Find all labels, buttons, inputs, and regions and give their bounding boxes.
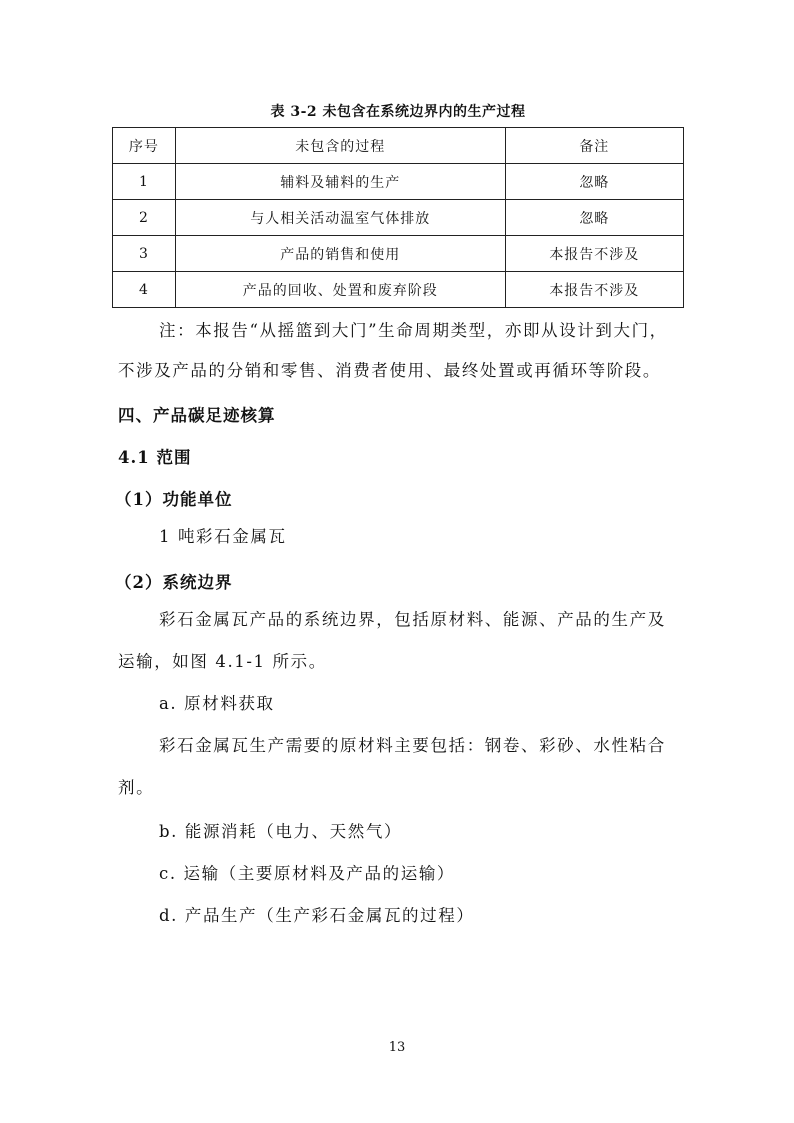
cell-process: 辅料及辅料的生产 [175, 164, 505, 200]
boundary-paragraph-line-2: 运输，如图 4.1-1 所示。 [118, 652, 327, 671]
cell-index: 4 [113, 272, 176, 308]
header-cell-process: 未包含的过程 [175, 128, 505, 164]
raw-material-line-1: 彩石金属瓦生产需要的原材料主要包括：钢卷、彩砂、水性粘合 [159, 736, 666, 755]
note-line-1: 注：本报告“从摇篮到大门”生命周期类型，亦即从设计到大门， [159, 321, 668, 340]
section-heading: 四、产品碳足迹核算 [118, 406, 276, 425]
table-row [113, 272, 684, 308]
header-cell-remark: 备注 [505, 128, 683, 164]
table-row [113, 164, 684, 200]
table-row [113, 236, 684, 272]
header-cell-index: 序号 [113, 128, 176, 164]
cell-remark: 忽略 [505, 200, 683, 236]
subsection-heading: 4.1 范围 [118, 448, 192, 467]
cell-remark: 本报告不涉及 [505, 272, 683, 308]
cell-index: 2 [113, 200, 176, 236]
item-heading-system-boundary: （2）系统边界 [115, 573, 233, 592]
note-line-2: 不涉及产品的分销和零售、消费者使用、最终处置或再循环等阶段。 [118, 361, 661, 380]
functional-unit-text: 1 吨彩石金属瓦 [159, 527, 287, 546]
table-row [113, 200, 684, 236]
item-a-title: a. 原材料获取 [159, 694, 275, 713]
cell-index: 3 [113, 236, 176, 272]
item-c-title: c. 运输（主要原材料及产品的运输） [159, 864, 456, 883]
item-d-title: d. 产品生产（生产彩石金属瓦的过程） [159, 906, 475, 925]
table-header-row [113, 128, 684, 164]
cell-process: 产品的回收、处置和废弃阶段 [175, 272, 505, 308]
excluded-processes-table [112, 127, 684, 308]
cell-remark: 本报告不涉及 [505, 236, 683, 272]
item-b-title: b. 能源消耗（电力、天然气） [159, 822, 403, 841]
boundary-paragraph-line-1: 彩石金属瓦产品的系统边界，包括原材料、能源、产品的生产及 [159, 610, 666, 629]
table-caption: 表 3-2 未包含在系统边界内的生产过程 [270, 104, 526, 120]
cell-process: 产品的销售和使用 [175, 236, 505, 272]
cell-index: 1 [113, 164, 176, 200]
cell-remark: 忽略 [505, 164, 683, 200]
item-heading-functional-unit: （1）功能单位 [115, 490, 233, 509]
page-number: 13 [388, 1040, 406, 1055]
raw-material-line-2: 剂。 [118, 778, 155, 797]
cell-process: 与人相关活动温室气体排放 [175, 200, 505, 236]
